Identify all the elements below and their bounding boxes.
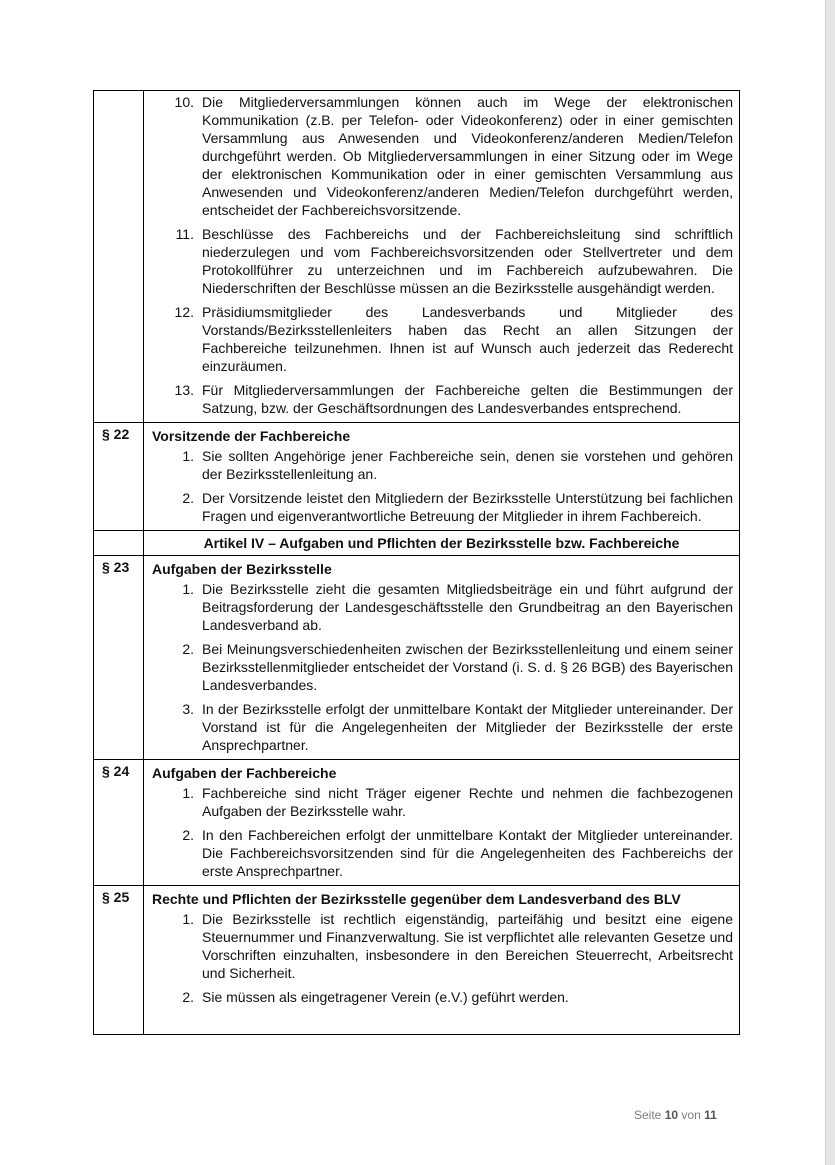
table-row [94,760,740,886]
content-cell [144,91,740,423]
section-cell [94,423,144,531]
list-item: 2. Der Vorsitzende leistet den Mitgliedern der Bezirksstelle Unterstützung bei fachlichen Fragen und eigenverantwortliche Betreuung der Mitglieder in ihrem Fachbereich. [182,490,733,524]
numbered-list [152,447,733,525]
table-row [94,556,740,760]
page-total: 11 [704,1108,717,1122]
section-heading: Vorsitzende der Fachbereiche [152,428,351,444]
section-cell [94,531,144,556]
section-number: § 24 [102,763,130,779]
section-cell [94,91,144,423]
list-item: 11. Beschlüsse des Fachbereichs und der Fachbereichsleitung sind schriftlich niederzulegen und vom Fachbereichsvorsitzenden oder Stellvertreter und dem Protokollführer zu unterzeichnen und im Fachbereich aufzubewahren. Die Niederschriften der Beschlüsse müssen an die Bezirksstelle ausgehändigt werden. [175,226,733,296]
table-row [94,91,740,423]
list-item: 10. Die Mitgliederversammlungen können auch im Wege der elektronischen Kommunikation (z.B. per Telefon- oder Videokonferenz) oder in einer gemischten Versammlung aus Anwesenden und Videokonferenz/anderen Medien/Telefon durchgeführt werden. Ob Mitgliederversammlungen in einer Sitzung oder im Wege der elektronischen Kommunikation oder in einer gemischten Versammlung aus Anwesenden und Videokonferenz/anderen Medien/Telefon durchgeführt werden, entscheidet der Fachbereichsvorsitzende. [174,94,733,218]
section-number: § 23 [102,559,130,575]
content-cell [144,556,740,760]
numbered-list [152,784,733,880]
list-item: 3. In der Bezirksstelle erfolgt der unmittelbare Kontakt der Mitglieder untereinander. Der Vorstand ist für die Angelegenheiten der Mitglieder der Bezirksstelle der erste Ansprechpartner. [182,701,733,753]
list-item: 2. Sie müssen als eingetragener Verein (e.V.) geführt werden. [182,989,569,1005]
article-heading: Artikel IV – Aufgaben und Pflichten der Bezirksstelle bzw. Fachbereiche [203,535,680,551]
page-footer [634,1108,717,1122]
list-item: 1. Sie sollten Angehörige jener Fachbereiche sein, denen sie vorstehen und gehören der Bezirksstellenleitung an. [182,448,733,482]
table-row [94,886,740,1035]
section-number: § 25 [102,889,130,905]
page-label: Seite [634,1108,662,1122]
content-cell [144,531,740,556]
table-row [94,531,740,556]
list-item: 1. Die Bezirksstelle ist rechtlich eigenständig, parteifähig und besitzt eine eigene Steuernummer und Finanzverwaltung. Sie ist verpflichtet alle relevanten Gesetze und Vorschriften einzuhalten, insbesondere in den Bereichen Steuerrecht, Arbeitsrecht und Sicherheit. [182,911,733,981]
table-row [94,423,740,531]
list-item: 2. In den Fachbereichen erfolgt der unmittelbare Kontakt der Mitglieder untereinander. Die Fachbereichsvorsitzenden sind für die Angelegenheiten des Fachbereichs der erste Ansprechpartner. [182,827,733,879]
content-cell [144,423,740,531]
section-cell [94,886,144,1035]
numbered-list [152,580,733,754]
section-cell [94,556,144,760]
list-item: 12. Präsidiumsmitglieder des Landesverbands und Mitglieder des Vorstands/Bezirksstellenleiters haben das Recht an allen Sitzungen der Fachbereiche teilzunehmen. Ihnen ist auf Wunsch auch jederzeit das Rederecht einzuräumen. [174,304,733,374]
statute-table [93,90,740,1035]
section-cell [94,760,144,886]
page-number: 10 [664,1108,679,1122]
list-item: 2. Bei Meinungsverschiedenheiten zwischen der Bezirksstellenleitung und einem seiner Bezirksstellenmitglieder entscheidet der Vorstand (i. S. d. § 26 BGB) des Bayerischen Landesverbandes. [182,641,733,693]
numbered-list [152,910,733,1006]
window-right-edge [825,0,835,1165]
section-heading: Rechte und Pflichten der Bezirksstelle gegenüber dem Landesverband des BLV [152,891,681,907]
content-cell [144,886,740,1035]
page-separator: von [681,1108,701,1122]
section-heading: Aufgaben der Bezirksstelle [152,561,332,577]
list-item: 13. Für Mitgliederversammlungen der Fachbereiche gelten die Bestimmungen der Satzung, bzw. der Geschäftsordnungen des Landesverbandes entsprechend. [174,382,733,416]
numbered-list [152,93,733,417]
list-item: 1. Fachbereiche sind nicht Träger eigener Rechte und nehmen die fachbezogenen Aufgaben der Bezirksstelle wahr. [182,785,733,819]
section-number: § 22 [102,426,130,442]
section-heading: Aufgaben der Fachbereiche [152,765,337,781]
content-cell [144,760,740,886]
list-item: 1. Die Bezirksstelle zieht die gesamten Mitgliedsbeiträge ein und führt aufgrund der Beitragsforderung der Landesgeschäftsstelle den Grundbeitrag an den Bayerischen Landesverband ab. [182,581,733,633]
